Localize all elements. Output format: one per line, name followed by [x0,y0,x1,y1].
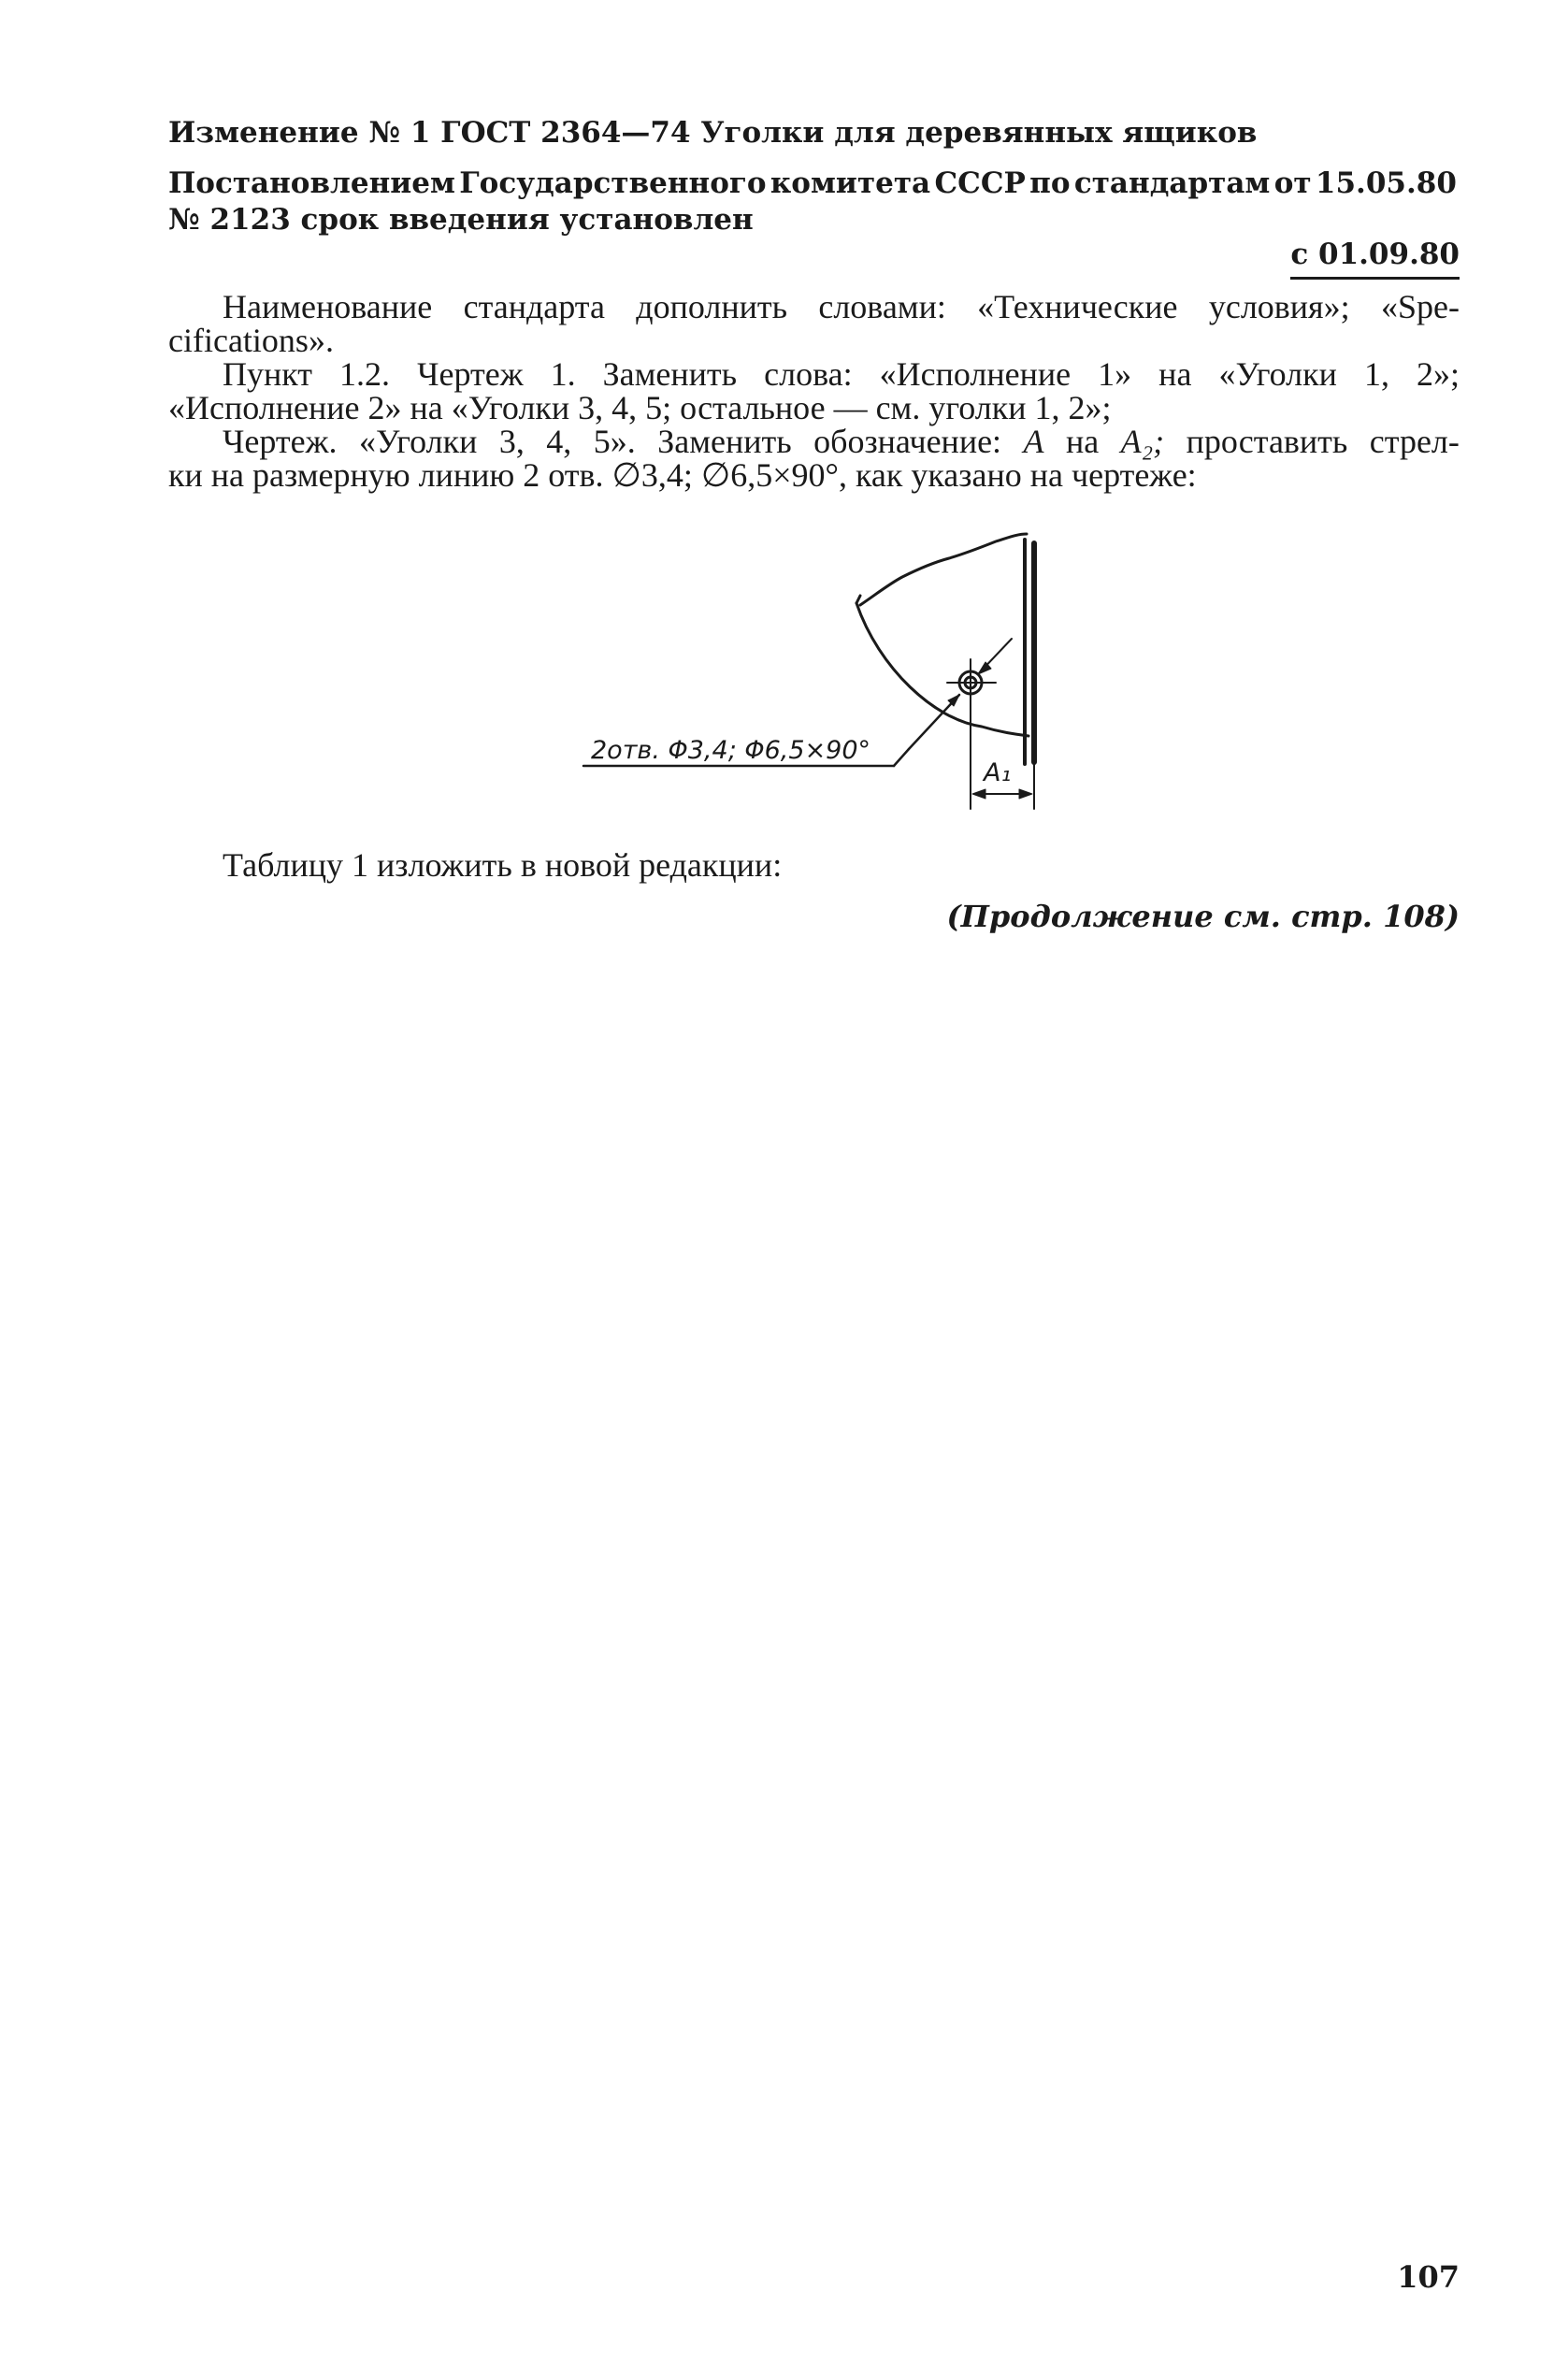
word: Наименование [223,288,433,325]
paragraph-line [168,357,1460,391]
word: Заменить [657,423,792,460]
word: 15.05.80 [1315,166,1457,200]
paragraph-table-note: Таблицу 1 изложить в новой редакции: [223,846,783,884]
page-number: 107 [1397,2259,1460,2295]
dimension-label: A₁ [984,758,1012,787]
word: обозначение: [813,423,1002,460]
word: дополнить [636,288,788,325]
word: условия»; [1208,288,1350,325]
paragraph-name-change [168,290,1460,357]
outer-arc [856,603,1029,736]
word: 5». [593,423,636,460]
word: комитета [770,166,931,200]
word: стандартам [1073,166,1271,200]
word: «Spe- [1380,288,1460,325]
arrow-head [972,789,985,799]
word: 1, [1363,355,1389,393]
arrow-head [1019,789,1032,799]
paragraph-line: «Исполнение 2» на «Уголки 3, 4, 5; остальное — см. уголки 1, 2»; [168,389,1112,426]
paragraph-drawing-change [168,425,1460,492]
word: «Исполнение [879,355,1072,393]
effective-date: с 01.09.80 [1290,236,1460,280]
word: на [1158,355,1192,393]
word: 1.2. [339,355,391,393]
hole-label: 2отв. Φ3,4; Φ6,5×90° [591,736,871,765]
label-underline [894,749,909,766]
continuation-note: (Продолжение см. стр. 108) [946,899,1460,934]
break-line [860,534,1027,605]
paragraph-line: cifications». [168,322,334,359]
word: Постановлением [168,166,455,200]
word: «Уголки [1218,355,1337,393]
corner-drawing [580,528,1066,818]
word: словами: [818,288,946,325]
word: СССР [934,166,1026,200]
word: проставить [1186,423,1348,460]
word: 3, [498,423,525,460]
word: от [1273,166,1312,200]
word: стандарта [463,288,605,325]
decree-line-1 [168,165,1457,202]
word: Государственного [459,166,767,200]
word: 2»; [1416,355,1460,393]
paragraph-line [168,425,1460,458]
word: по [1029,166,1071,200]
word: A₂; [1120,423,1165,460]
arrow-head [978,662,991,674]
word: «Уголки [358,423,478,460]
word: A [1023,423,1044,460]
paragraph-line: ки на размерную линию 2 отв. ∅3,4; ∅6,5×90°, как указано на чертеже: [168,456,1197,494]
word: на [1065,423,1100,460]
word: Чертеж [417,355,524,393]
paragraph-clause-1-2 [168,357,1460,425]
document-title: Изменение № 1 ГОСТ 2364—74 Уголки для деревянных ящиков [168,116,1258,150]
word: 4, [546,423,572,460]
word: Чертеж. [223,423,338,460]
decree-line-2: № 2123 срок введения установлен [168,203,754,237]
word: 1. [550,355,576,393]
word: стрел- [1369,423,1460,460]
word: Заменить [602,355,738,393]
word: Пункт [223,355,313,393]
word: «Технические [977,288,1178,325]
word: слова: [764,355,853,393]
word: 1» [1098,355,1132,393]
paragraph-line [168,290,1460,324]
